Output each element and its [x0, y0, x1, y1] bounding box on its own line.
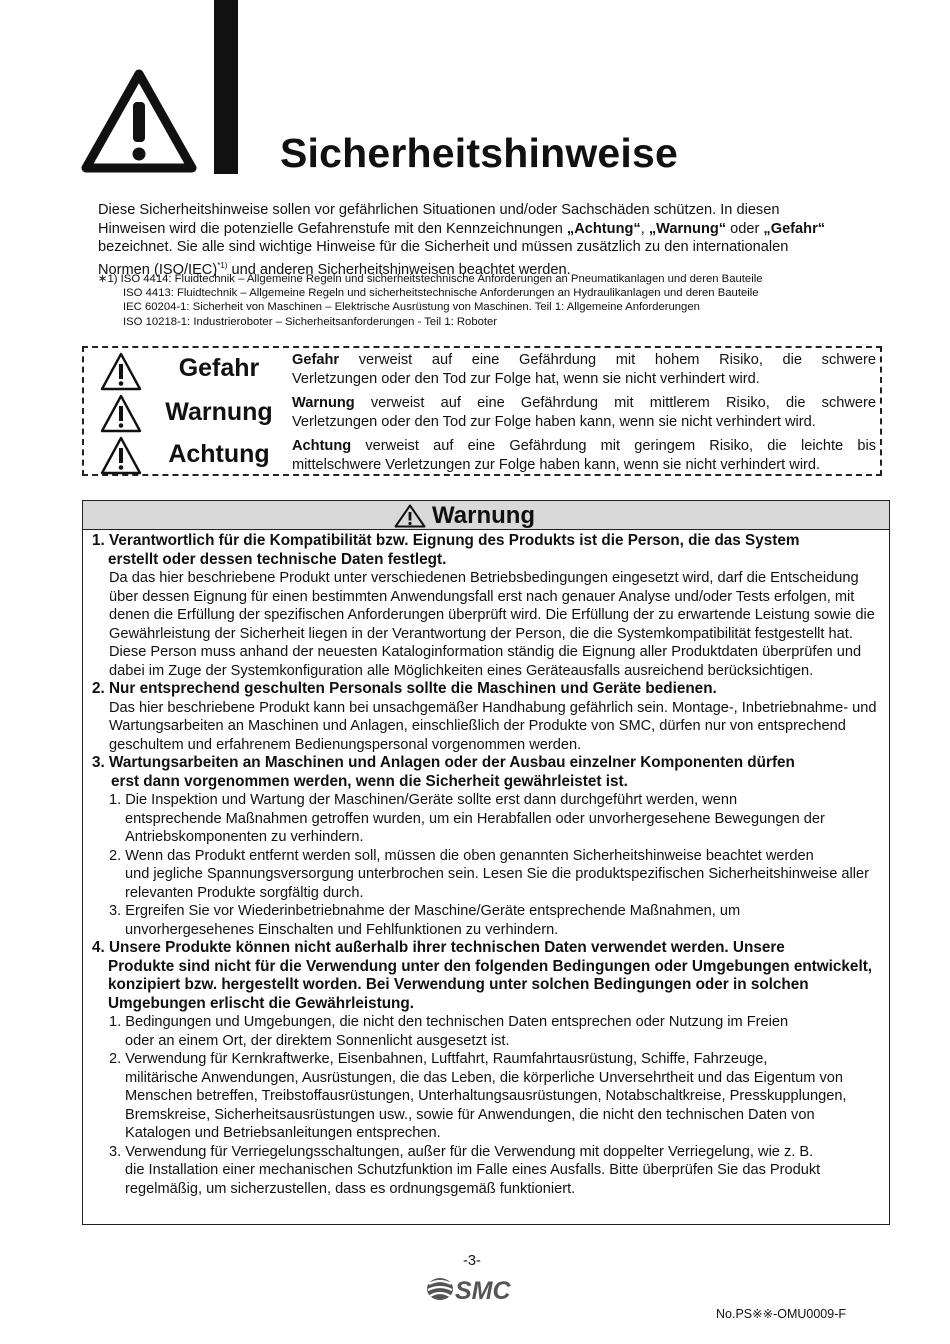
section-heading-line: Produkte sind nicht für die Verwendung unter den folgenden Bedingungen oder Umgebungen entwickelt, konzipiert bzw. hergestellt worden. Bei Verwendung unter solchen Bedingungen oder in solchen Umgebungen erlischt die Gewährleistung. — [108, 957, 873, 1012]
document-number: No.PS※※-OMU0009-F — [716, 1307, 847, 1321]
hazard-keyword: Warnung — [292, 395, 355, 411]
standard-note: ∗1) ISO 4414: Fluidtechnik – Allgemeine Regeln und sicherheitstechnische Anforderungen an Pneumatikanlagen und deren Bauteile — [98, 273, 763, 285]
page-number: -3- — [463, 1253, 481, 1269]
page-title: Sicherheitshinweise — [280, 130, 679, 176]
list-item — [92, 1143, 884, 1199]
warning-triangle-icon — [100, 436, 142, 475]
warning-body — [92, 532, 884, 1198]
intro-keyword: „Gefahr“ — [763, 220, 826, 237]
logo-text: SMC — [455, 1277, 511, 1305]
list-item-lead: 2. Verwendung für Kernkraftwerke, Eisenbahnen, Luftfahrt, Raumfahrtausrüstung, Schiffe, Fahrzeuge, — [109, 1051, 768, 1067]
section-paragraph: Das hier beschriebene Produkt kann bei unsachgemäßer Handhabung gefährlich sein. Montage-, Inbetriebnahme- und Wartungsarbeiten an Maschinen und Anlagen, einschließlich der Produkte von SMC, dürfen nur von entsprechend geschultem und erfahrenem Bedienungspersonal vorgenommen werden. — [109, 699, 877, 753]
warning-triangle-icon — [100, 394, 142, 433]
hazard-label-gefahr: Gefahr — [178, 354, 260, 382]
list-item-lead: 1. Die Inspektion und Wartung der Maschinen/Geräte sollte erst dann durchgeführt werden, wenn — [109, 792, 738, 808]
list-item-lead: 3. Verwendung für Verriegelungsschaltungen, außer für die Verwendung mit doppelter Verriegelung, wie z. B. — [109, 1143, 814, 1160]
hazard-description-warnung — [292, 394, 876, 432]
warning-triangle-icon — [394, 504, 426, 528]
intro-keyword: „Achtung“ — [566, 220, 641, 237]
hazard-keyword: Achtung — [292, 438, 352, 454]
intro-text: und anderen Sicherheitshinweisen beachtet werden. — [227, 261, 571, 278]
hazard-text: mittelschwere Verletzungen zur Folge haben kann, wenn sie nicht verhindert wird. — [292, 457, 821, 473]
hazard-description-achtung — [292, 437, 876, 475]
intro-paragraph — [98, 201, 838, 279]
list-item-text: militärische Anwendungen, Ausrüstungen, die das Leben, die körperliche Unversehrtheit und das Eigentum von Menschen betreffen, Treibstoffausrüstungen, Unterhaltungsausrüstungen, Notabschaltkreise, Presskupplungen, Bremskreise, Sicherheitsausrüstungen usw., sowie für Anwendungen, die nicht den technischen Daten von Katalogen und Betriebsanleitungen entsprechen. — [125, 1069, 847, 1141]
standards-notes — [98, 272, 878, 329]
list-item-text: die Installation einer mechanischen Schutzfunktion im Falle eines Ausfalls. Bitte überprüfen Sie das Produkt regelmäßig, um sicherzustellen, dass es ordnungsgemäß funktioniert. — [125, 1162, 821, 1197]
list-item-text: und jegliche Spannungsversorgung unterbrochen sein. Lesen Sie die produktspezifischen Sicherheitshinweise aller relevanten Produkte sorgfältig durch. — [125, 866, 869, 901]
list-item — [92, 902, 884, 939]
section-paragraph: Da das hier beschriebene Produkt unter verschiedenen Betriebsbedingungen eingesetzt wird, darf die Entscheidung über dessen Eignung für einen bestimmten Anwendungsfall erst nach genauer Analyse und/oder Tests erfolgen, mit denen die Erfüllung der spezifischen Anforderungen überprüft wird. Die Erfüllung der zu erwartende Leistung sowie die Gewährleistung der Sicherheit liegen in der Verantwortung der Person, die die Systemkompatibilität festgestellt hat. Diese Person muss anhand der neuesten Kataloginformation ständig die Eignung aller Produktdaten überprüfen und dabei im Zuge der Systemkonfiguration alle Möglichkeiten eines Geräteausfalls ausreichend berücksichtigen. — [109, 570, 875, 679]
section-heading — [92, 680, 884, 699]
warning-triangle-icon — [100, 352, 142, 391]
list-item — [92, 1013, 884, 1050]
warning-title: Warnung — [432, 502, 536, 529]
standard-note: ISO 4413: Fluidtechnik – Allgemeine Regeln und sicherheitstechnische Anforderungen an Hydraulikanlagen und deren Bauteile — [123, 287, 759, 300]
intro-text: bezeichnet. Sie alle sind wichtige Hinweise für die Sicherheit und müssen zusätzlich zu den internationalen Normen (ISO/IEC) — [98, 239, 789, 278]
list-item-text: unvorhergesehenes Einschalten und Fehlfunktionen zu verhindern. — [125, 921, 559, 938]
section-heading-line: 2. Nur entsprechend geschulten Personals sollte die Maschinen und Geräte bedienen. — [92, 680, 717, 697]
hazard-text: Verletzungen oder den Tod zur Folge hat, wenn sie nicht verhindert wird. — [292, 371, 760, 387]
hazard-text: Verletzungen oder den Tod zur Folge haben kann, wenn sie nicht verhindert wird. — [292, 414, 816, 430]
section-heading — [92, 532, 884, 569]
hazard-label-achtung: Achtung — [168, 440, 270, 468]
list-item — [92, 1050, 884, 1143]
standard-note: ISO 10218-1: Industrieroboter – Sicherheitsanforderungen - Teil 1: Roboter — [123, 315, 498, 328]
list-item-text: oder an einem Ort, der direktem Sonnenlicht ausgesetzt ist. — [125, 1032, 510, 1049]
list-item-text: entsprechende Maßnahmen getroffen wurden, um ein Herabfallen oder unvorhergesehene Bewegungen der Antriebskomponenten zu verhindern. — [125, 810, 825, 845]
hazard-keyword: Gefahr — [292, 352, 340, 368]
hazard-label-warnung: Warnung — [165, 398, 273, 426]
section-heading — [92, 754, 884, 791]
section-heading-line: erst dann vorgenommen werden, wenn die Sicherheit gewährleistet ist. — [111, 772, 628, 790]
intro-text: Diese Sicherheitshinweise sollen vor gefährlichen Situationen und/oder Sachschäden schützen. In diesen Hinweisen wird die potenzielle Gefahrenstufe mit den Kennzeichnungen — [98, 202, 780, 237]
standard-note: IEC 60204-1: Sicherheit von Maschinen – Elektrische Ausrüstung von Maschinen. Teil 1: Allgemeine Anforderungen — [123, 301, 700, 314]
list-item — [92, 847, 884, 903]
section-heading — [92, 939, 884, 1013]
list-item — [92, 791, 884, 847]
warning-box — [82, 500, 890, 1225]
hazard-levels-box — [82, 346, 882, 476]
section-heading-line: 1. Verantwortlich für die Kompatibilität bzw. Eignung des Produkts ist die Person, die das System — [92, 532, 800, 549]
list-item-lead: 2. Wenn das Produkt entfernt werden soll, müssen die oben genannten Sicherheitshinweise beachtet werden — [109, 847, 814, 864]
intro-text: , — [640, 220, 649, 237]
section-heading-line: 4. Unsere Produkte können nicht außerhalb ihrer technischen Daten verwendet werden. Unsere — [92, 939, 785, 956]
hazard-text: verweist auf eine Gefährdung mit mittlerem Risiko, die schwere — [354, 395, 876, 411]
warning-header — [83, 501, 889, 530]
smc-logo — [424, 1272, 524, 1306]
list-item-lead: 1. Bedingungen und Umgebungen, die nicht den technischen Daten entsprechen oder Nutzung im Freien — [109, 1014, 789, 1030]
list-item-lead: 3. Ergreifen Sie vor Wiederinbetriebnahme der Maschine/Geräte entsprechende Maßnahmen, um — [109, 903, 741, 919]
hazard-description-gefahr — [292, 351, 876, 389]
intro-keyword: „Warnung“ — [648, 220, 727, 237]
section-heading-line: 3. Wartungsarbeiten an Maschinen und Anlagen oder der Ausbau einzelner Komponenten dürfen — [92, 754, 795, 771]
hazard-text: verweist auf eine Gefährdung mit geringem Risiko, die leichte bis — [351, 438, 876, 454]
footnote-marker: *1) — [217, 260, 228, 270]
section-heading-line: erstellt oder dessen technische Daten festlegt. — [108, 550, 447, 568]
intro-text: oder — [726, 220, 764, 237]
warning-triangle-icon — [80, 66, 198, 174]
hazard-text: verweist auf eine Gefährdung mit hohem Risiko, die schwere — [339, 352, 876, 368]
header-bar — [214, 0, 238, 174]
